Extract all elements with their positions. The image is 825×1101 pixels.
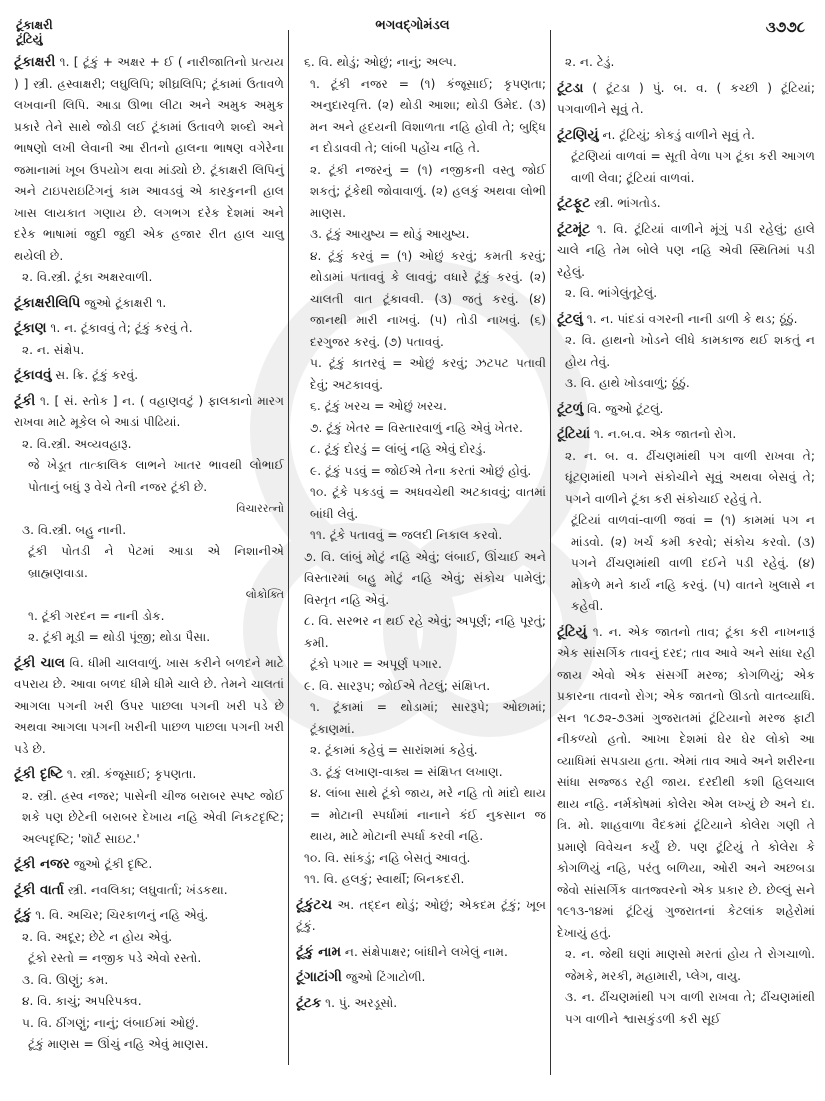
- dictionary-entry: [296, 895, 546, 938]
- phrase: ૧. ટૂંકી ગરદન = નાની ડોક.: [28, 608, 165, 623]
- sense: ૨. સ્ત્રી. હ્રસ્વ નજર; પાસેની ચીજ બરાબર સ્પષ્ટ જોઈ શકે પણ છેટેની બરાબર દેખાય નહિ એવી નિકટદૃષ્ટિ; અલ્પદૃષ્ટિ; 'શૉર્ટ સાઇટ.': [22, 788, 284, 846]
- dictionary-entry: [557, 399, 815, 421]
- sense: ૩. વિ.સ્ત્રી. બહુ નાની.: [22, 522, 127, 537]
- cross-reference: વિ. જુઓ ટૂંટલું.: [587, 401, 664, 416]
- sense: ૨. ન. સંક્ષેપ.: [22, 342, 85, 357]
- quotation: જે ખેડૂત તાત્કાલિક લાભને ખાતર ભાવથી લોભાઈ પોતાનું બધું રૂ વેચે તેની નજર ટૂંકી છે.: [28, 458, 284, 494]
- dictionary-entry: [14, 293, 284, 315]
- phrase: ૯. ટૂંકું પડવું = જોઈએ તેના કરતાં ઓછું હોવું.: [310, 463, 532, 478]
- dictionary-entry-continued: [296, 52, 546, 891]
- quotation-source: વિચારરત્નો: [236, 502, 284, 515]
- phrase: ૨. ટૂંકામાં કહેવું = સારાંશમાં કહેવું.: [310, 743, 478, 757]
- definition: ન. સંક્ષેપાક્ષર; બાંધીને લખેલું નામ.: [344, 944, 508, 959]
- headword: ટૂંગાટાંગી: [296, 969, 342, 985]
- dictionary-entry: [557, 125, 815, 190]
- headword: ટૂંકાણ: [14, 320, 47, 336]
- page-number: ૩૭૭૮: [765, 18, 805, 36]
- definition: સ્ત્રી. ભાંગતોડ.: [594, 196, 661, 210]
- headword: ટૂંકી ચાલ: [14, 654, 65, 671]
- dictionary-entry: [296, 967, 546, 989]
- definition: ૧. સ્ત્રી. કંજૂસાઈ; કૃપણતા.: [66, 767, 197, 781]
- headword: ટૂંટિયું: [557, 623, 587, 640]
- phrase: ટૂંકો રસ્તો = નજીક પડે એવો રસ્તો.: [28, 951, 202, 965]
- dictionary-entry: [557, 622, 815, 1031]
- headword: ટૂંટક: [296, 994, 322, 1011]
- dictionary-entry: [14, 880, 284, 902]
- definition: સ્ત્રી. નવલિકા; લઘુવાર્તા; ખંડકથા.: [67, 882, 228, 897]
- headword: ટૂંટણિયું: [557, 126, 599, 143]
- phrase: ટૂંટણિયાં વાળવાં = સૂતી વેળા પગ ટૂંકા કરી આગળ વાળી લેવા; ટૂંટિયાં વાળવાં.: [571, 149, 815, 185]
- definition: ૧. વિ. ટૂંટિયાં વાળીને મૂંગું પડી રહેલું; હાલે ચાલે નહિ તેમ બોલે પણ નહિ એવી સ્થિતિમાં પડી રહેલું.: [557, 221, 816, 279]
- headword: ટૂંકું નામ: [296, 943, 341, 960]
- phrase: ટૂંકું માણસ = ઊંચું નહિ એવું માણસ.: [28, 1037, 209, 1051]
- headword: ટૂંટડા: [557, 79, 584, 96]
- phrase: ૧૧. ટૂંકે પતાવવું = જલદી નિકાલ કરવો.: [310, 528, 503, 542]
- sense: ૫. વિ. ઠીંગણું; નાનું; લંબાઈમાં ઓછું.: [22, 1015, 199, 1030]
- phrase: ૫. ટૂંકું કાતરવું = ઓછું કરવું; ઝટપટ પતાવી દેવું; અટકાવવું.: [310, 356, 546, 392]
- definition: ૧. ન. પાંદડાં વગરની નાની ડાળી કે થડ; ઠૂંઠું.: [586, 311, 798, 326]
- sense: ૨. ન. બ. વ. ઢીંચણમાંથી પગ વાળી રાખવા તે; ઘૂંટણમાંથી પગને સંકોચીને સૂવું અથવા બેસવું તે; પગને વાળીને ટૂંકા કરી સંકોચાઈ રહેવું તે.: [565, 448, 815, 506]
- page-header: [0, 0, 825, 46]
- phrase: ૨. ટૂંકી નજરનું = (૧) નજીકની વસ્તુ જોઈ શકતું; ટૂંકેથી જોવાવાળું. (૨) હલકું અથવા લોભી માણસ.: [310, 162, 546, 220]
- headword: ટૂંકુંટચ: [296, 896, 333, 913]
- dictionary-entry: [14, 52, 284, 289]
- headword: ટૂંટફૂટ: [557, 195, 591, 211]
- dictionary-entry: [557, 424, 815, 618]
- sense: ૧૦. વિ. સાંકડું; નહિ બેસતું આવતું.: [304, 850, 471, 865]
- cross-reference: જુઓ ટૂંકાક્ષરી ૧.: [84, 295, 167, 310]
- definition: ન. ટૂંટિયું; કોકડું વાળીને સૂવું તે.: [602, 127, 755, 142]
- phrase: ૭. ટૂંકું ખેતર = વિસ્તારવાળું નહિ એવું ખેતર.: [310, 420, 523, 435]
- dictionary-entry: [14, 391, 284, 649]
- guide-word-last: ટૂંટિયું: [16, 32, 43, 46]
- quotation-source: લોકોક્તિ: [245, 588, 284, 601]
- definition: વિ. ધીમી ચાલવાળું. ખાસ કરીને બળદને માટે વપરાય છે. આવા બળદ ધીમે ધીમે ચાલે છે. તેમને ચાલતાં આગલા પગની ખરી ઉપર પાછલા પગની ખરી પડે છે અથવા આગલા પગની ખરીની પાછળ પાછલા પગની ખરી પડે છે.: [14, 655, 284, 756]
- running-title: ભગવદ્ગોમંડલ: [375, 18, 450, 33]
- sense: ૧૧. વિ. હલકું; સ્વાર્થી; બિનકદરી.: [304, 872, 465, 886]
- phrase: ૧૦. ટૂંકે પકડવું = અધવચેથી અટકાવવું; વાતમાં બાંધી લેવું.: [310, 485, 546, 521]
- dictionary-entry: [557, 78, 815, 121]
- sense: ૩. વિ. ઊણું; કમ.: [22, 972, 109, 987]
- definition: ૧. ન. એક જાતનો તાવ; ટૂંકા કરી નાખનારૂં એક સાંસર્ગિક તાવનું દરદ; તાવ આવે અને સાંધા રહી જાય એવો એક સંસર્ગી મરજ; કોગળિયું; એક પ્રકારના તાવનો રોગ; એક જાતનો ઊડતો વાતવ્યાધિ. સન ૧૮૭૨-૭૩માં ગુજરાતમાં ટૂંટિયાનો મરજ ફાટી નીકળ્યો હતો. આખા દેશમાં ઘેર ઘેર લોકો આ વ્યાધિમાં સપડાયા હતા. એમાં તાવ આવે અને શરીરના સાંધા સજ્જડ રહી જાય. દરદીથી કશી હિલચાલ થાય નહિ. નર્મકોષમાં કોલેરા એમ લખ્યું છે અને દા. ત્રિ. મો. શાહવાળા વૈદકમાં ટૂંટિયાને કોલેરા ગણી તે પ્રમાણે વિવેચન કર્યું છે. પણ ટૂંટિયું તે કોલેરા કે કોગળિયું નહિ, પરંતુ બળિયા, ઓરી અને અછબડા જેવો સાંસર્ગિક વાતજ્વરનો એક પ્રકાર છે. છેલ્લું સને ૧૯૧૩-૧૪માં ટૂંટિયું ગુજરાતનાં કેટલાંક શહેરોમાં દેખાયું હતું.: [557, 624, 816, 940]
- sense: ૪. વિ. કાચું; અપરિપક્વ.: [22, 994, 142, 1008]
- phrase: ટૂંટિયાં વાળવાં-વાળી જવાં = (૧) કામમાં પગ ન માંડવો. (૨) ખર્ચ કમી કરવો; સંકોચ કરવો. (૩) પગને ઢીંચણમાંથી વાળી દઈને પડી રહેવું. (૪) મોકળે મને કાર્ય નહિ કરવું. (૫) વાતને ખુલાસે ન કહેવી.: [571, 513, 815, 613]
- headword: ટૂંટિયાં: [557, 426, 591, 442]
- phrase: ૧. ટૂંકી નજર = (૧) કંજૂસાઈ; કૃપણતા; અનુદારવૃત્તિ. (૨) થોડી આશા; થોડી ઉમેદ. (૩) મન અને હૃદયની વિશાળતા નહિ હોવી તે; બુદ્ધિ ન દોડાવવી તે; લાંબી પહોંચ નહિ તે.: [310, 76, 546, 155]
- dictionary-entry: [557, 309, 815, 395]
- sense: ૨. વિ.સ્ત્રી. ટૂંકા અક્ષરવાળી.: [22, 270, 153, 284]
- sense: ૮. વિ. સરભર ન થઈ રહે એવું; અપૂર્ણ; નહિ પૂરતું; કમી.: [304, 614, 546, 650]
- phrase: ૪. ટૂંકું કરવું = (૧) ઓછું કરવું; કમતી કરવું; થોડામાં પતાવવું કે લાવવું; વધારે ટૂંકું કરવું. (૨) ચાલતી વાત ટૂંકાવવી. (૩) જતું કરવું. (૪) જાનથી મારી નાખવું. (૫) તોડી નાખવું. (૬) દરગુજર કરવું. (૭) પતાવવું.: [310, 248, 546, 349]
- definition: ૧. ન. ટૂંકાવવું તે; ટૂંકું કરવું તે.: [50, 321, 193, 335]
- quotation: ટૂંકી પોતડી ને પેટમાં આડા એ નિશાનીએ બ્રાહ્મણવાડા.: [28, 544, 284, 580]
- sense: ૨. વિ. અદૂર; છેટે ન હોય એવું.: [22, 929, 173, 944]
- definition: ૧. ન.બ.વ. એક જાતનો રોગ.: [594, 427, 737, 441]
- headword: ટૂંકાક્ષરી: [14, 54, 56, 70]
- sense: ૭. વિ. લાંબું મોટું નહિ એવું; લંબાઈ, ઊંચાઈ અને વિસ્તારમાં બહુ મોટું નહિ એવું; સંકોચ પામેલું; વિસ્તૃત નહિ એવું.: [304, 549, 546, 607]
- dictionary-entry: [14, 905, 284, 1056]
- definition: ૧. પું. અરડૂસો.: [325, 995, 398, 1010]
- phrase: ૩. ટૂંકું લખાણ-વાક્ય = સંક્ષિપ્ત લખાણ.: [310, 764, 503, 779]
- dictionary-entry: [14, 653, 284, 761]
- sense: ૩. ન. ઢીંચણમાંથી પગ વાળી રાખવા તે; ઢીંચણમાંથી પગ વાળીને શ્વાસકુંડળી કરી સૂઈ: [565, 990, 815, 1026]
- headword: ટૂંકી: [14, 392, 36, 409]
- sense: ૯. વિ. સારરૂપ; જોઈએ તેટલું; સંક્ષિપ્ત.: [304, 678, 491, 693]
- sense: ૨. વિ.સ્ત્રી. અવ્યવહારૂ.: [22, 436, 132, 451]
- definition: અ. તદ્દન થોડું; ઓછું; એકદમ ટૂંકું; ખૂબ ટૂંકું.: [296, 897, 546, 933]
- dictionary-entry: [14, 318, 284, 361]
- phrase: ૩. ટૂંકું આયુષ્ય = થોડું આયુષ્ય.: [310, 227, 470, 241]
- dictionary-entry: [557, 193, 815, 215]
- headword: ટૂંકી નજર: [14, 856, 70, 872]
- phrase: ૪. લાંબા સાથે ટૂંકો જાય, મરે નહિ તો માંદો થાય = મોટાની સ્પર્ધામાં નાનાને કંઈ નુકસાન જ થાય, માટે મોટાની સ્પર્ધા કરવી નહિ.: [310, 786, 546, 843]
- phrase: ૮. ટૂંકું દોરડું = લાંબું નહિ એવું દોરડું.: [310, 442, 487, 456]
- dictionary-entry: [14, 854, 284, 876]
- column-left: [14, 52, 284, 1097]
- definition: ૧. વિ. અચિર; ચિરકાળનું નહિ એવું.: [35, 908, 209, 922]
- phrase: ૬. ટૂંકું ખરચ = ઓછું ખરચ.: [310, 399, 447, 413]
- sense: ૬. વિ. થોડું; ઓછું; નાનું; અલ્પ.: [304, 55, 457, 69]
- headword: ટૂંટળું: [557, 400, 584, 417]
- dictionary-entry: [296, 993, 546, 1015]
- headword: ટૂંટલું: [557, 310, 583, 327]
- column-middle: [296, 52, 546, 1097]
- headword: ટૂંકું: [14, 907, 32, 923]
- sense: ૨. ન. જેથી ઘણાં માણસો મરતાં હોય તે રોગચાળો. જેમકે, મરકી, મહામારી, પ્લેગ, વાયુ.: [565, 947, 815, 983]
- phrase: ૨. ટૂંકી મૂડી = થોડી પૂંજી; થોડા પૈસા.: [28, 630, 211, 644]
- definition: સ. ક્રિ. ટૂંકું કરવું.: [55, 368, 139, 382]
- sense: ૨. ન. ટેડું.: [565, 55, 615, 69]
- headword: ટૂંકી વાર્તા: [14, 881, 64, 898]
- dictionary-entry: [557, 219, 815, 305]
- dictionary-entry-continued: [557, 52, 815, 74]
- headword: ટૂંકાવવું: [14, 367, 52, 383]
- dictionary-columns: [0, 52, 825, 1097]
- definition: ૧. [ ટૂંકું + અક્ષર + ઈ ( નારીજાતિનો પ્રત્યય ) ] સ્ત્રી. હ્રસ્વાક્ષરી; લઘુલિપિ; શીઘ્રલિપિ; ટૂંકામાં ઉતાવળે લખવાની લિપિ. આડા ઊભા લીટા અને અમુક અમુક પ્રકારે તેને સાથે જોડી લઈ ટૂંકામાં ઉતાવળે શબ્દો અને ભાષણો લખી લેવાની આ રીતનો હાલના ભાષણ વગેરેના જમાનામાં ખૂબ ઉપયોગ થવા માંડ્યો છે. ટૂંકાક્ષરી લિપિનું અને ટાઇપરાઇટિંગનું કામ આવડવું એ કારકુનની હાલ ખાસ લાયકાત ગણાય છે. લગભગ દરેક દેશમાં અને દરેક ભાષામાં જુદી જુદી એક હજાર રીત હાલ ચાલુ થયેલી છે.: [14, 55, 284, 263]
- sense: ૨. વિ. ભાંગેલુંતૂટેલું.: [565, 286, 658, 300]
- dictionary-entry: [14, 365, 284, 387]
- sense: ૩. વિ. હાથે ખોડવાળું; ઠૂંઠું.: [565, 376, 690, 390]
- dictionary-entry: [296, 942, 546, 964]
- definition: ૧. [ સં. સ્તોક ] ન. ( વહાણવટું ) ફાલકાનો મારગ રાખવા માટે મૂકેલ બે આડાં પીઢિયાં.: [14, 393, 284, 429]
- headword: ટૂંટમૂંટ: [557, 220, 591, 237]
- guide-word-first: ટૂંકાક્ષરી: [16, 18, 53, 32]
- column-right: [557, 52, 815, 1097]
- dictionary-entry: [14, 764, 284, 850]
- phrase: ૧. ટૂંકામાં = થોડામાં; સારરૂપે; ઓછામાં; ટૂંકાણમાં.: [310, 700, 546, 736]
- headword: ટૂંકી દૃષ્ટિ: [14, 766, 63, 782]
- phrase: ટૂંકો પગાર = અપૂર્ણ પગાર.: [310, 657, 442, 671]
- sense: ૨. વિ. હાથનો ખોડને લીધે કામકાજ થઈ શકતું ન હોય તેવું.: [565, 333, 815, 369]
- cross-reference: જુઓ ટૂંકી દૃષ્ટિ.: [73, 857, 153, 871]
- cross-reference: જુઓ ટિંગાટોળી.: [345, 970, 426, 984]
- headword: ટૂંકાક્ષરીલિપિ: [14, 294, 81, 311]
- definition: ( ટૂંટડા ) પું. બ. વ. ( કચ્છી ) ટૂંટિયાં; પગવાળીને સૂવું તે.: [557, 80, 816, 116]
